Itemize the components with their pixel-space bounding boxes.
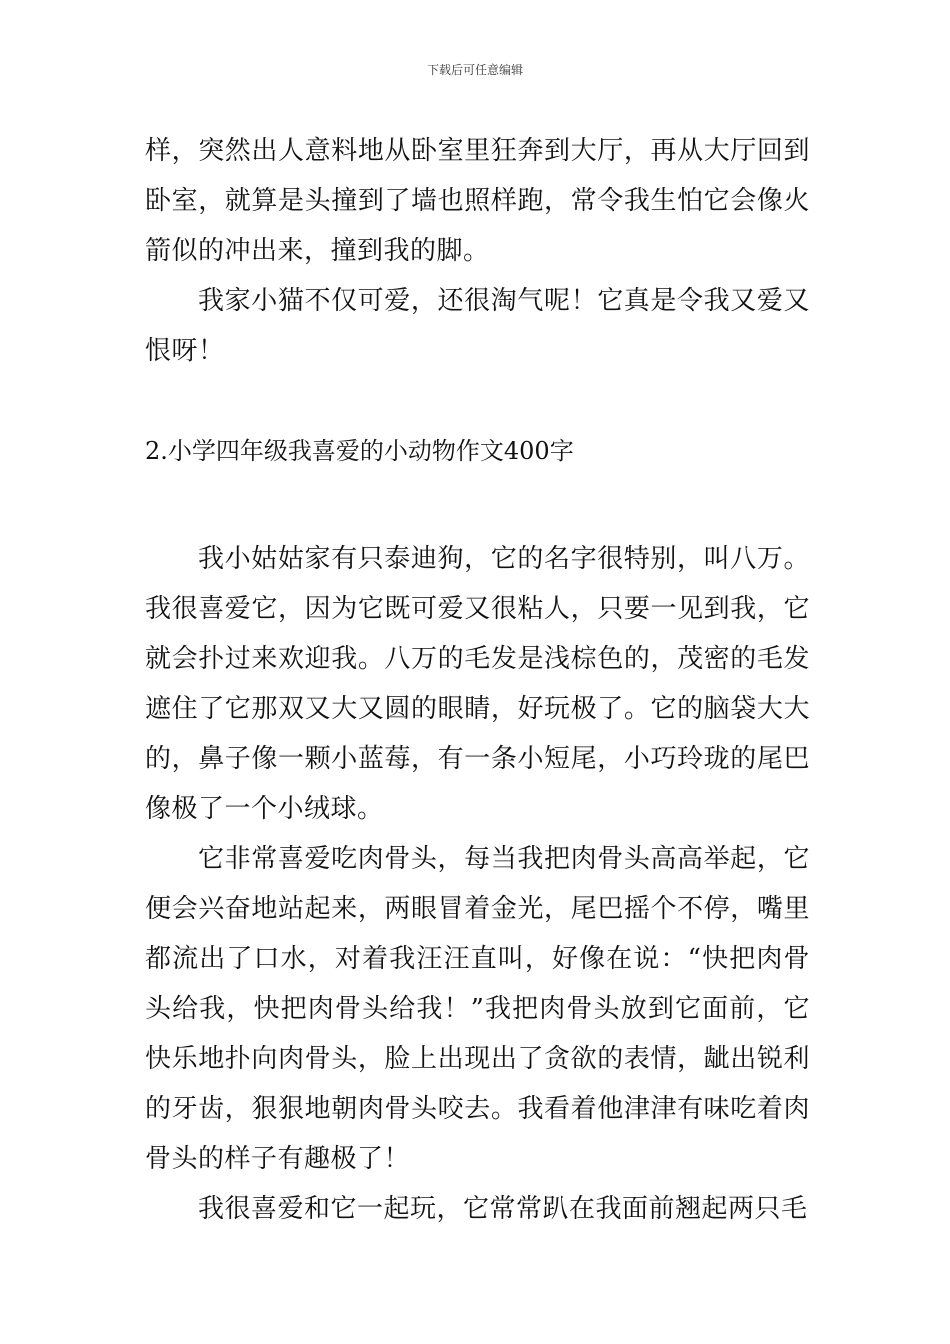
paragraph-dog-play: 我很喜爱和它一起玩，它常常趴在我面前翘起两只毛 <box>198 1194 808 1224</box>
paragraph-cat-summary: 我家小猫不仅可爱，还很淘气呢！它真是令我又爱又恨呀！ <box>145 286 810 366</box>
section-heading: 2.小学四年级我喜爱的小动物作文400字 <box>145 437 574 465</box>
spacer <box>145 376 810 426</box>
document-body <box>145 126 810 1234</box>
paragraph-dog-intro: 我小姑姑家有只泰迪狗，它的名字很特别，叫八万。我很喜爱它，因为它既可爱又很粘人，只要一见到我，它就会扑过来欢迎我。八万的毛发是浅棕色的，茂密的毛发遮住了它那双又大又圆的眼睛，好玩极了。它的脑袋大大的，鼻子像一颗小蓝莓，有一条小短尾，小巧玲珑的尾巴像极了一个小绒球。 <box>145 544 810 824</box>
page-header: 下载后可任意编辑 <box>426 63 523 77</box>
paragraph-dog-bone: 它非常喜爱吃肉骨头，每当我把肉骨头高高举起，它便会兴奋地站起来，两眼冒着金光，尾巴摇个不停，嘴里都流出了口水，对着我汪汪直叫，好像在说：“快把肉骨头给我，快把肉骨头给我！”我把肉骨头放到它面前，它快乐地扑向肉骨头，脸上出现出了贪欲的表情，龇出锐利的牙齿，狠狠地朝肉骨头咬去。我看着他津津有味吃着肉骨头的样子有趣极了！ <box>145 844 810 1174</box>
paragraph-continuation: 样，突然出人意料地从卧室里狂奔到大厅，再从大厅回到卧室，就算是头撞到了墙也照样跑，常令我生怕它会像火箭似的冲出来，撞到我的脚。 <box>145 136 810 266</box>
spacer <box>145 476 810 534</box>
